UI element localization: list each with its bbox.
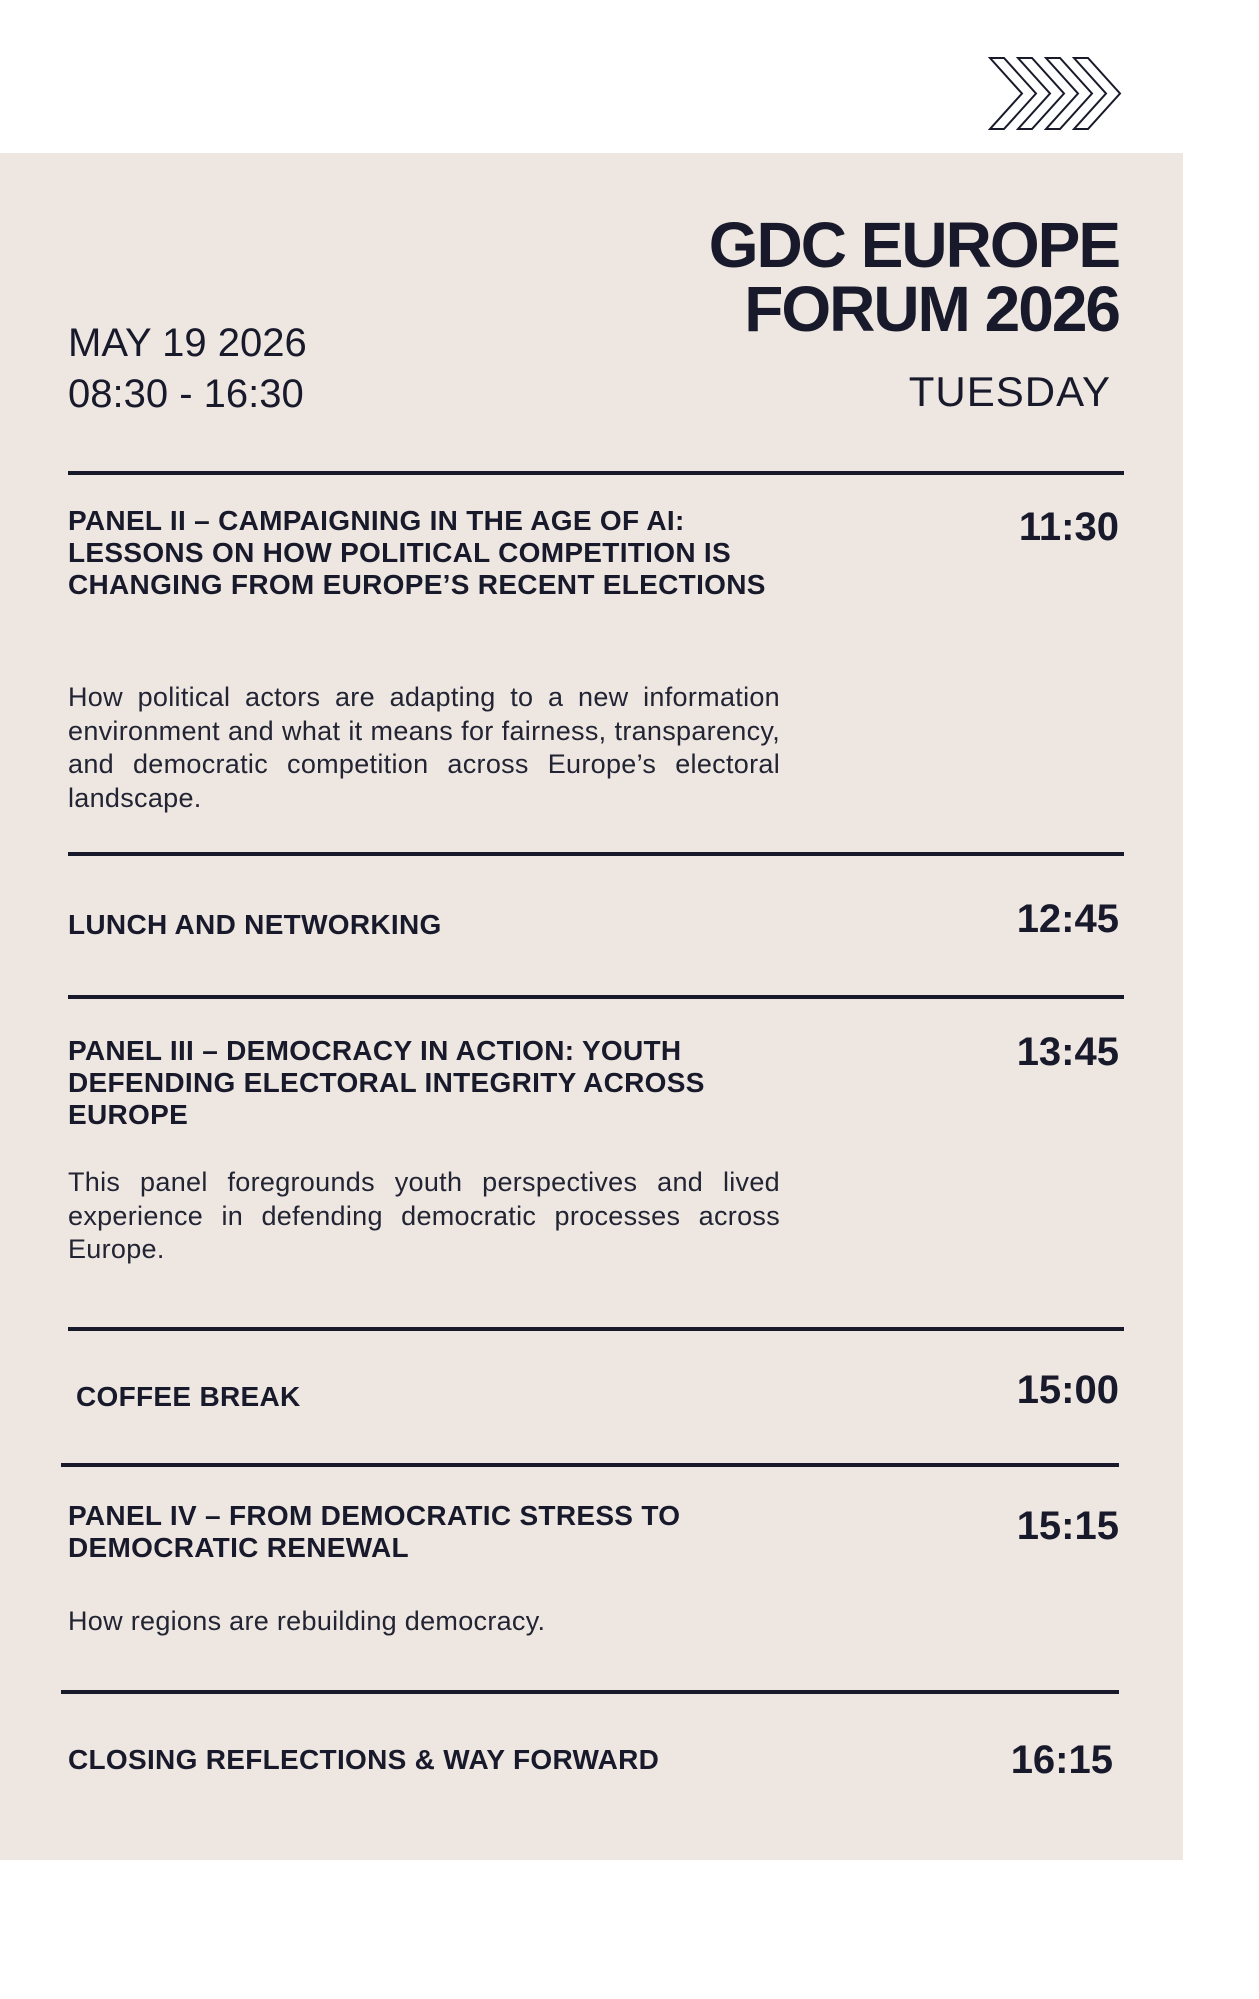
chevrons-right-icon (988, 56, 1122, 131)
agenda-item-title: COFFEE BREAK (76, 1381, 301, 1412)
divider (68, 1327, 1124, 1331)
event-title-line-2: FORUM 2026 (744, 273, 1119, 345)
divider (61, 1463, 1119, 1467)
divider (68, 995, 1124, 999)
event-date-block (68, 318, 307, 420)
agenda-item-time: 15:00 (1016, 1368, 1119, 1412)
agenda-item-title: PANEL II – CAMPAIGNING IN THE AGE OF AI: LESSONS ON HOW POLITICAL COMPETITION IS CHANGING FROM EUROPE’S RECENT ELECTIONS (68, 505, 766, 600)
agenda-item-description: This panel foregrounds youth perspectives and lived experience in defending democratic processes across Europe. (68, 1167, 780, 1264)
event-title (559, 209, 1119, 345)
divider (68, 471, 1124, 475)
agenda-item-time: 16:15 (1010, 1738, 1113, 1782)
event-date: MAY 19 2026 (68, 321, 307, 365)
agenda-item-title: CLOSING REFLECTIONS & WAY FORWARD (68, 1744, 660, 1775)
agenda-item-time: 13:45 (1016, 1030, 1119, 1074)
agenda-item-description: How regions are rebuilding democracy. (68, 1606, 546, 1636)
divider (68, 852, 1124, 856)
agenda-item-title: PANEL III – DEMOCRACY IN ACTION: YOUTH DEFENDING ELECTORAL INTEGRITY ACROSS EUROPE (68, 1035, 705, 1130)
event-weekday: TUESDAY (908, 368, 1111, 415)
event-title-line-1: GDC EUROPE (708, 209, 1119, 281)
agenda-item-description: How political actors are adapting to a new information environment and what it means for fairness, transparency, and democratic competition across Europe’s electoral landscape. (68, 682, 780, 813)
divider (61, 1690, 1119, 1694)
event-hours: 08:30 - 16:30 (68, 372, 304, 416)
agenda-item-title: LUNCH AND NETWORKING (68, 909, 442, 940)
agenda-item-time: 12:45 (1016, 897, 1119, 941)
agenda-item-time: 11:30 (1018, 505, 1119, 549)
agenda-item-time: 15:15 (1016, 1504, 1119, 1548)
agenda-item-title: PANEL IV – FROM DEMOCRATIC STRESS TO DEMOCRATIC RENEWAL (68, 1500, 681, 1563)
